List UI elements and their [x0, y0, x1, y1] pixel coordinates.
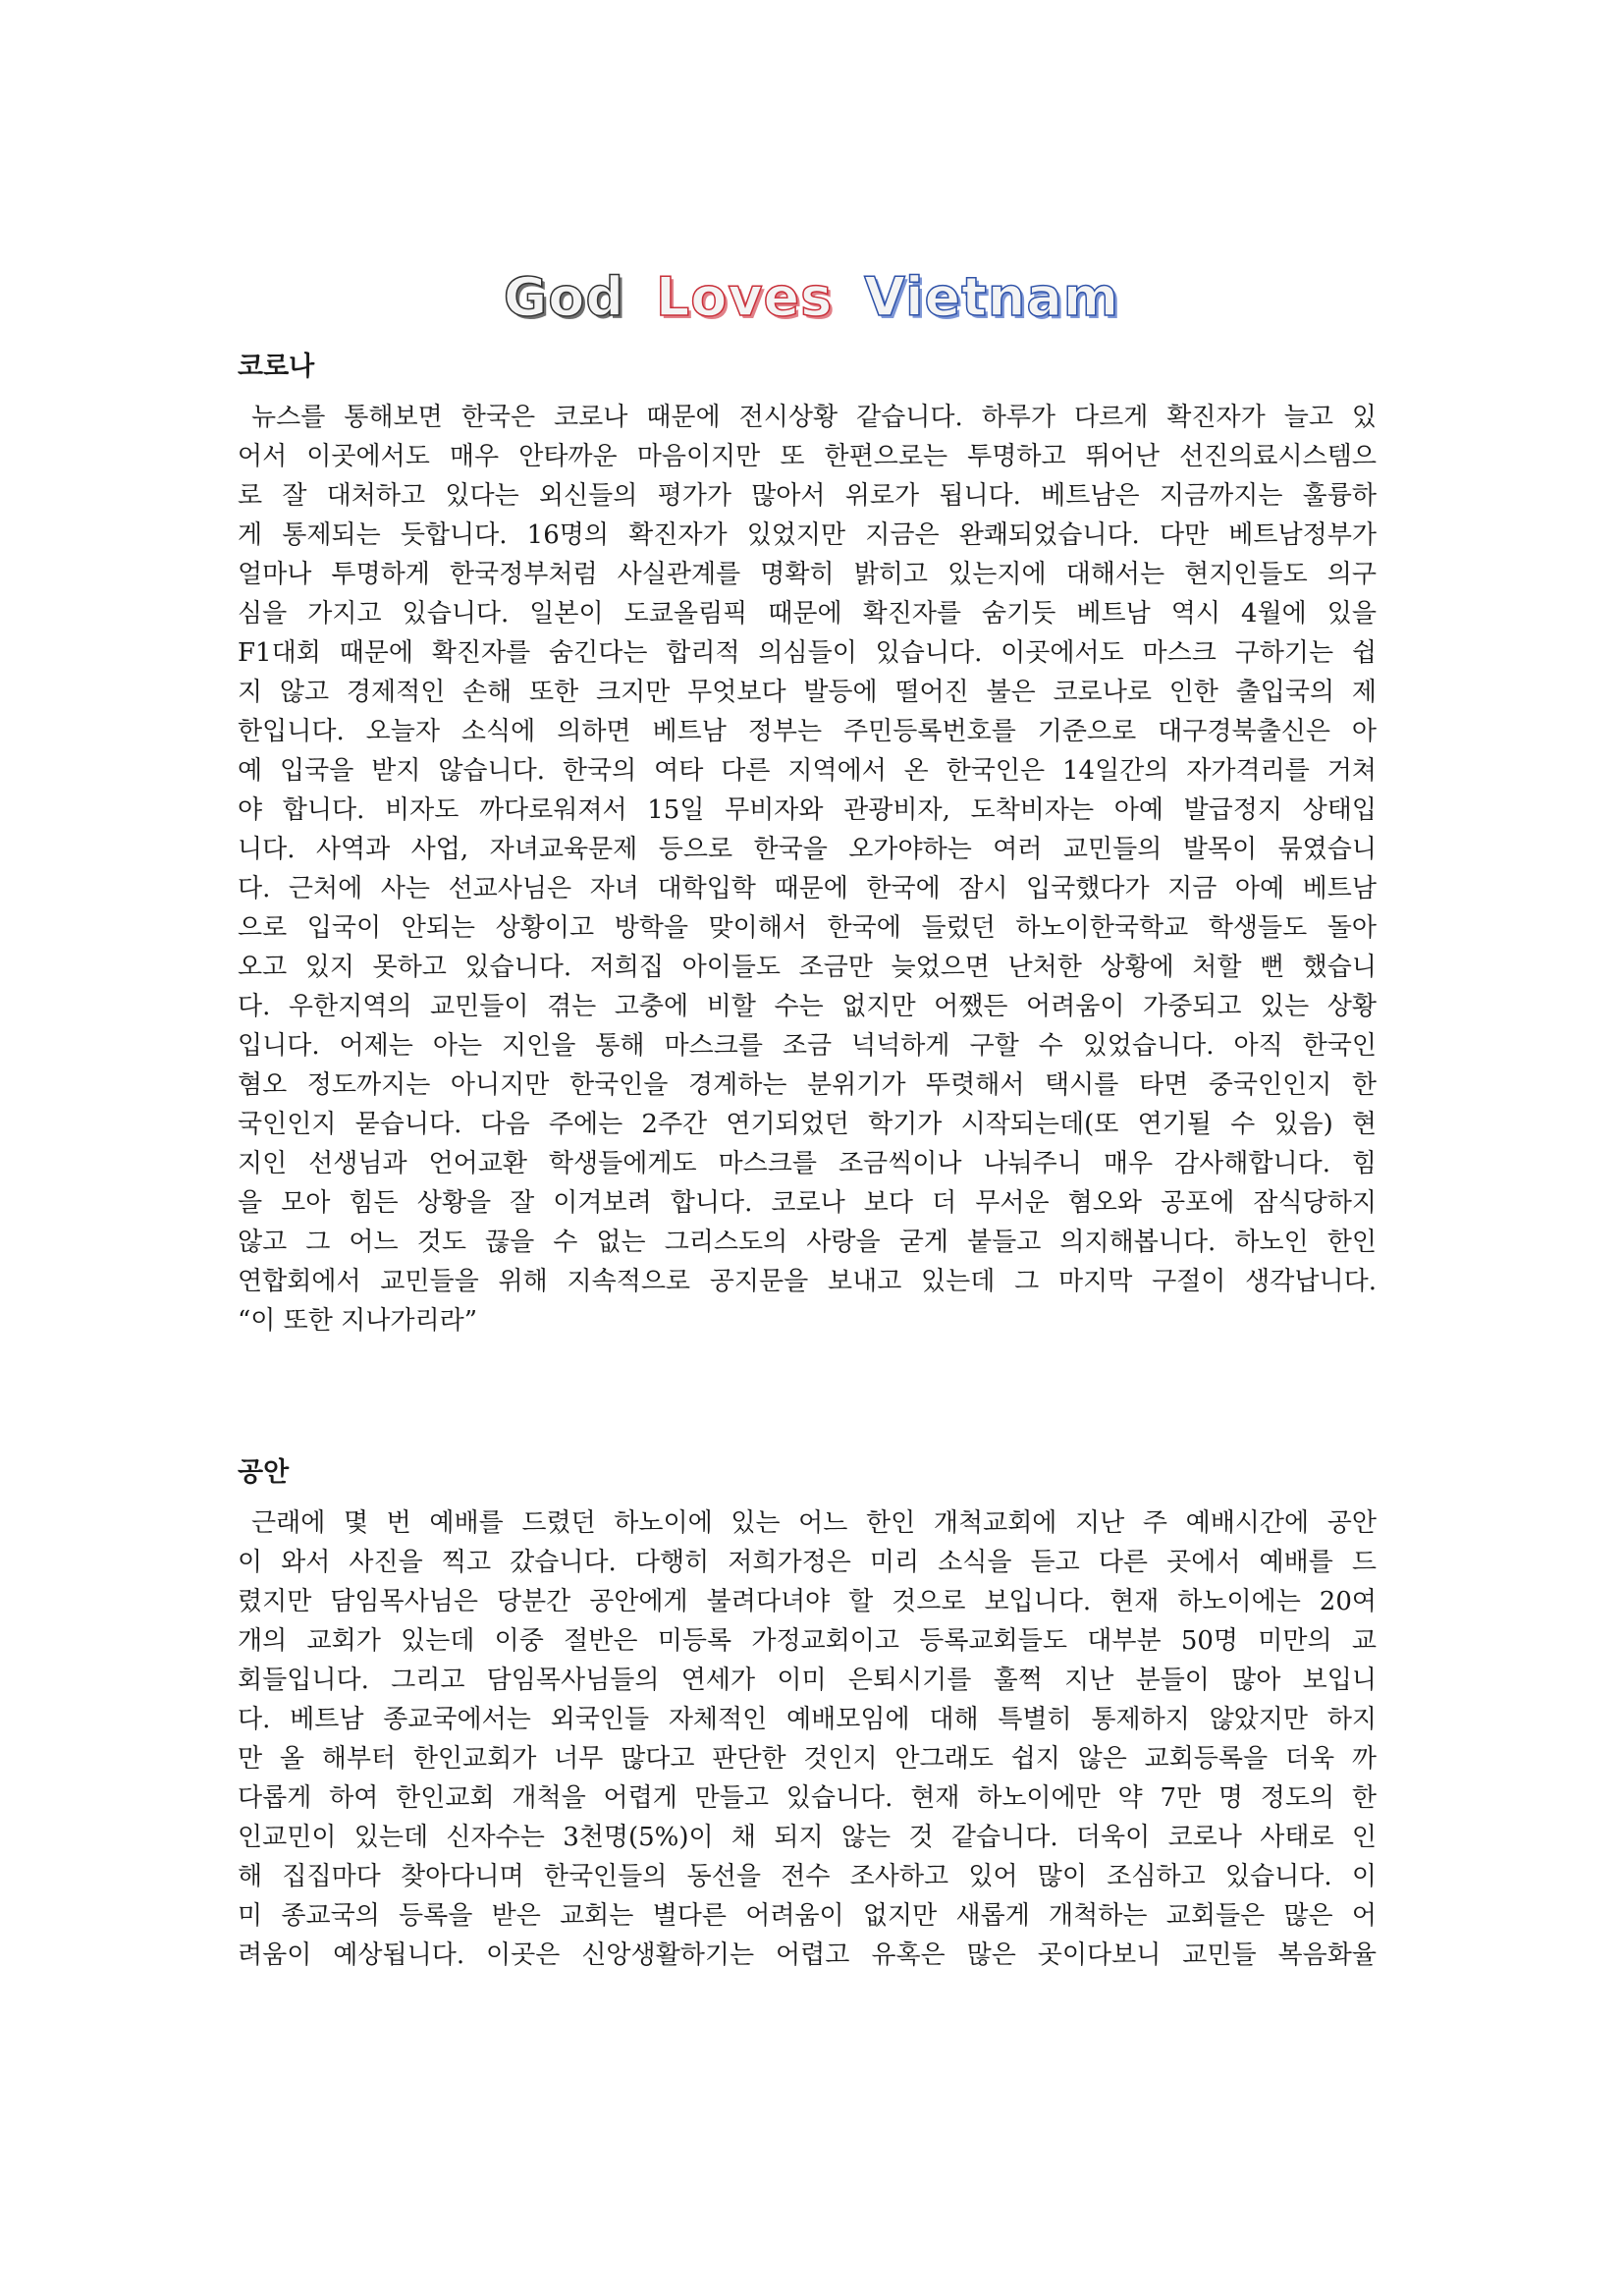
paragraph-line: F1대회 때문에 확진자를 숨긴다는 합리적 의심들이 있습니다. 이곳에서도 마스크 구하기는 쉽 [238, 638, 1377, 668]
paragraph-line: 로 잘 대처하고 있다는 외신들의 평가가 많아서 위로가 됩니다. 베트남은 지금까지는 훌륭하 [238, 481, 1377, 511]
paragraph-line: 뉴스를 통해보면 한국은 코로나 때문에 전시상황 같습니다. 하루가 다르게 확진자가 늘고 있 [251, 403, 1377, 432]
paragraph-line: 어서 이곳에서도 매우 안타까운 마음이지만 또 한편으로는 투명하고 뛰어난 선진의료시스템으 [238, 442, 1377, 471]
document-title [0, 263, 1623, 332]
paragraph-line: 국인인지 묻습니다. 다음 주에는 2주간 연기되었던 학기가 시작되는데(또 연기될 수 있음) 현 [238, 1110, 1377, 1139]
paragraph-line: 다. 근처에 사는 선교사님은 자녀 대학입학 때문에 한국에 잠시 입국했다가 지금 아예 베트남 [238, 874, 1377, 903]
paragraph-line: 야 합니다. 비자도 까다로워져서 15일 무비자와 관광비자, 도착비자는 아예 발급정지 상태입 [238, 795, 1377, 825]
paragraph-line: 인교민이 있는데 신자수는 3천명(5%)이 채 되지 않는 것 같습니다. 더욱이 코로나 사태로 인 [238, 1823, 1377, 1852]
paragraph-line: “이 또한 지나가리라” [238, 1306, 478, 1336]
paragraph-line: 입니다. 어제는 아는 지인을 통해 마스크를 조금 넉넉하게 구할 수 있었습니다. 아직 한국인 [238, 1031, 1377, 1061]
paragraph-line: 않고 그 어느 것도 끊을 수 없는 그리스도의 사랑을 굳게 붙들고 의지해봅니다. 하노인 한인 [238, 1228, 1377, 1257]
paragraph-line: 다롭게 하여 한인교회 개척을 어렵게 만들고 있습니다. 현재 하노이에만 약 7만 명 정도의 한 [238, 1783, 1377, 1813]
paragraph-line: 니다. 사역과 사업, 자녀교육문제 등으로 한국을 오가야하는 여러 교민들의 발목이 묶였습니 [238, 835, 1377, 864]
section-heading-public-security: 공안 [238, 1457, 290, 1488]
paragraph-line: 다. 우한지역의 교민들이 겪는 고충에 비할 수는 없지만 어쨌든 어려움이 가중되고 있는 상황 [238, 992, 1377, 1021]
paragraph-line: 오고 있지 못하고 있습니다. 저희집 아이들도 조금만 늦었으면 난처한 상황에 처할 뻔 했습니 [238, 953, 1377, 982]
paragraph-line: 만 올 해부터 한인교회가 너무 많다고 판단한 것인지 안그래도 쉽지 않은 교회등록을 더욱 까 [238, 1744, 1377, 1774]
paragraph-line: 해 집집마다 찾아다니며 한국인들의 동선을 전수 조사하고 있어 많이 조심하고 있습니다. 이 [238, 1862, 1377, 1891]
paragraph-line: 지 않고 경제적인 손해 또한 크지만 무엇보다 발등에 떨어진 불은 코로나로 인한 출입국의 제 [238, 678, 1377, 707]
paragraph-line: 한입니다. 오늘자 소식에 의하면 베트남 정부는 주민등록번호를 기준으로 대구경북출신은 아 [238, 717, 1377, 746]
section-body-corona [238, 398, 1377, 1340]
paragraph-line: 개의 교회가 있는데 이중 절반은 미등록 가정교회이고 등록교회들도 대부분 50명 미만의 교 [238, 1626, 1377, 1656]
title-word-vietnam: Vietnam [864, 266, 1120, 328]
title-word-god: God [503, 266, 624, 328]
paragraph-line: 예 입국을 받지 않습니다. 한국의 여타 다른 지역에서 온 한국인은 14일간의 자가격리를 거쳐 [238, 756, 1377, 786]
paragraph-line: 렸지만 담임목사님은 당분간 공안에게 불려다녀야 할 것으로 보입니다. 현재 하노이에는 20여 [238, 1587, 1377, 1616]
paragraph-line: 회들입니다. 그리고 담임목사님들의 연세가 이미 은퇴시기를 훌쩍 지난 분들이 많아 보입니 [238, 1666, 1377, 1695]
paragraph-line: 다. 베트남 종교국에서는 외국인들 자체적인 예배모임에 대해 특별히 통제하지 않았지만 하지 [238, 1705, 1377, 1734]
paragraph-line: 려움이 예상됩니다. 이곳은 신앙생활하기는 어렵고 유혹은 많은 곳이다보니 교민들 복음화율 [238, 1941, 1377, 1970]
title-word-loves: Loves [655, 266, 834, 328]
paragraph-line: 으로 입국이 안되는 상황이고 방학을 맞이해서 한국에 들렀던 하노이한국학교 학생들도 돌아 [238, 913, 1377, 943]
paragraph-line: 이 와서 사진을 찍고 갔습니다. 다행히 저희가정은 미리 소식을 듣고 다른 곳에서 예배를 드 [238, 1548, 1377, 1577]
paragraph-line: 심을 가지고 있습니다. 일본이 도쿄올림픽 때문에 확진자를 숨기듯 베트남 역시 4월에 있을 [238, 599, 1377, 629]
paragraph-line: 근래에 몇 번 예배를 드렸던 하노이에 있는 어느 한인 개척교회에 지난 주 예배시간에 공안 [251, 1508, 1377, 1538]
section-heading-corona: 코로나 [238, 352, 315, 382]
paragraph-line: 얼마나 투명하게 한국정부처럼 사실관계를 명확히 밝히고 있는지에 대해서는 현지인들도 의구 [238, 560, 1377, 589]
paragraph-line: 미 종교국의 등록을 받은 교회는 별다른 어려움이 없지만 새롭게 개척하는 교회들은 많은 어 [238, 1901, 1377, 1931]
paragraph-line: 연합회에서 교민들을 위해 지속적으로 공지문을 보내고 있는데 그 마지막 구절이 생각납니다. [238, 1267, 1377, 1296]
section-body-public-security [238, 1503, 1377, 1975]
paragraph-line: 혐오 정도까지는 아니지만 한국인을 경계하는 분위기가 뚜렷해서 택시를 타면 중국인인지 한 [238, 1070, 1377, 1100]
paragraph-line: 지인 선생님과 언어교환 학생들에게도 마스크를 조금씩이나 나눠주니 매우 감사해합니다. 힘 [238, 1149, 1377, 1178]
paragraph-line: 을 모아 힘든 상황을 잘 이겨보려 합니다. 코로나 보다 더 무서운 혐오와 공포에 잠식당하지 [238, 1188, 1377, 1218]
paragraph-line: 게 통제되는 듯합니다. 16명의 확진자가 있었지만 지금은 완쾌되었습니다. 다만 베트남정부가 [238, 520, 1377, 550]
